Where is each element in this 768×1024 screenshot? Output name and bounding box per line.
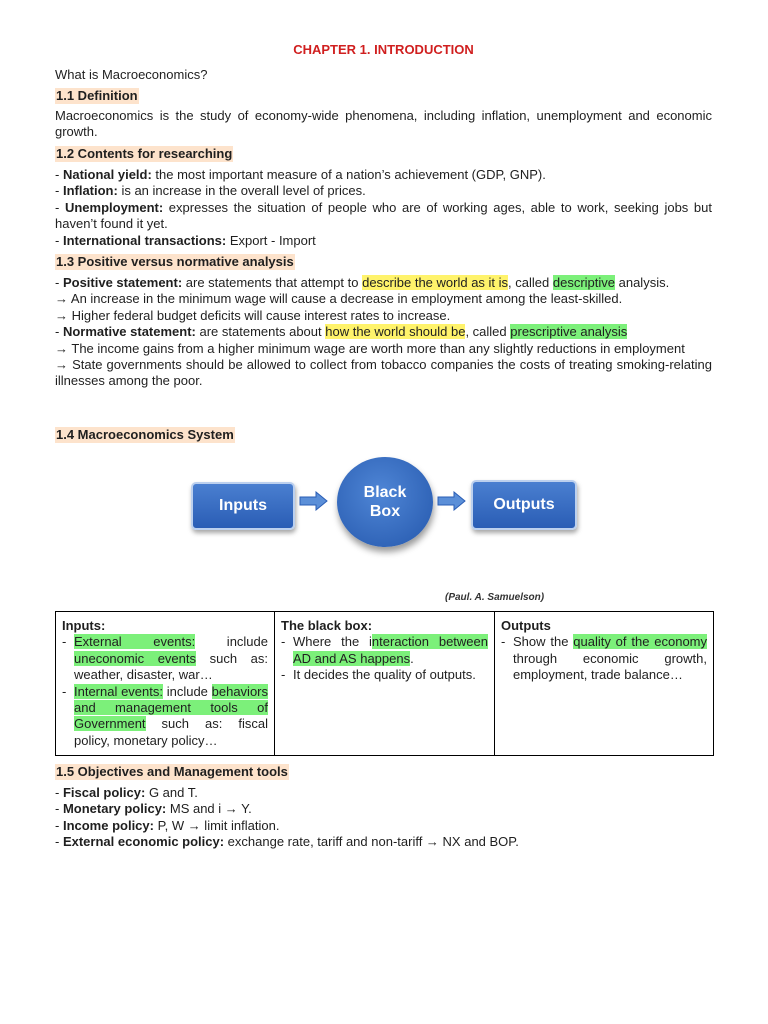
positive-example-2: → Higher federal budget deficits will cause interest rates to increase. bbox=[55, 307, 451, 323]
cell-title-outputs: Outputs bbox=[501, 618, 551, 633]
positive-example-1: → An increase in the minimum wage will cause a decrease in employment among the least-skilled. bbox=[55, 291, 623, 307]
cell-title-inputs: Inputs: bbox=[62, 618, 106, 633]
outputs-box: Outputs bbox=[471, 480, 577, 530]
list-item: - Where the interaction between AD and AS happens. bbox=[281, 634, 488, 666]
objectives-item: - External economic policy: exchange rate, tariff and non-tariff → NX and BOP. bbox=[55, 834, 519, 850]
contents-desc: Export - Import bbox=[226, 232, 316, 248]
section-heading-positive-normative: 1.3 Positive versus normative analysis bbox=[56, 254, 294, 269]
objectives-item: - Income policy: P, W → limit inflation. bbox=[55, 817, 280, 833]
arrow-right-icon bbox=[299, 491, 329, 511]
contents-item: - Inflation: is an increase in the overall level of prices. bbox=[55, 183, 366, 199]
outputs-cell bbox=[495, 612, 714, 756]
black-box-diagram bbox=[189, 455, 589, 605]
objectives-item: - Fiscal policy: G and T. bbox=[55, 785, 198, 800]
section-heading-system: 1.4 Macroeconomics System bbox=[56, 427, 234, 442]
list-item: - It decides the quality of outputs. bbox=[281, 667, 476, 683]
contents-item: - Unemployment: expresses the situation of people who are of working ages, able to work, seeking jobs but haven’t found it yet. bbox=[55, 199, 712, 232]
black-box-cell bbox=[275, 612, 495, 756]
system-table bbox=[55, 611, 714, 756]
intro-question: What is Macroeconomics? bbox=[55, 67, 208, 82]
positive-statement: - Positive statement: are statements that attempt to describe the world as it is, called descriptive analysis. bbox=[55, 275, 670, 290]
list-item: - Show the quality of the economy through economic growth, employment, trade balance… bbox=[501, 634, 707, 683]
inputs-box: Inputs bbox=[191, 482, 295, 530]
normative-example-2: → State governments should be allowed to collect from tobacco companies the costs of treating smoking-relating illnesses among the poor. bbox=[55, 357, 712, 389]
positive-normative-body bbox=[55, 275, 712, 390]
cell-title-black-box: The black box: bbox=[281, 618, 373, 633]
section-heading-contents: 1.2 Contents for researching bbox=[56, 146, 233, 161]
contents-term: International transactions: bbox=[62, 232, 227, 248]
inputs-cell bbox=[56, 612, 275, 756]
contents-item: - International transactions: Export - Import bbox=[55, 232, 316, 248]
chapter-title: CHAPTER 1. INTRODUCTION bbox=[293, 42, 474, 57]
objectives-item: - Monetary policy: MS and i → Y. bbox=[55, 801, 252, 817]
section-heading-objectives: 1.5 Objectives and Management tools bbox=[56, 764, 288, 779]
black-box-circle: Black Box bbox=[337, 457, 433, 547]
contents-term: Inflation: bbox=[62, 183, 118, 199]
contents-item: - National yield: the most important measure of a nation’s achievement (GDP, GNP). bbox=[55, 167, 546, 182]
contents-desc: the most important measure of a nation’s achievement (GDP, GNP). bbox=[151, 167, 546, 182]
contents-term: National yield: bbox=[62, 167, 152, 182]
list-item: - External events: include uneconomic events such as: weather, disaster, war… bbox=[62, 634, 268, 683]
list-item: - Internal events: include behaviors and management tools of Government such as: fiscal policy, monetary policy… bbox=[62, 683, 269, 748]
definition-text: Macroeconomics is the study of economy-wide phenomena, including inflation, unemployment and economic growth. bbox=[55, 108, 712, 140]
contents-term: Unemployment: bbox=[64, 199, 164, 215]
normative-statement: - Normative statement: are statements about how the world should be, called prescriptive analysis bbox=[55, 324, 628, 340]
contents-list bbox=[55, 167, 712, 249]
contents-desc: expresses the situation of people who are of working ages, able to work, seeking jobs but haven’t found it yet. bbox=[55, 199, 712, 232]
normative-example-1: → The income gains from a higher minimum wage are worth more than any slightly reductions in employment bbox=[55, 340, 685, 356]
objectives-list bbox=[55, 785, 712, 851]
diagram-credit: (Paul. A. Samuelson) bbox=[445, 592, 545, 603]
arrow-right-icon bbox=[437, 491, 467, 511]
section-heading-definition: 1.1 Definition bbox=[56, 88, 138, 103]
contents-desc: is an increase in the overall level of prices. bbox=[117, 183, 366, 199]
